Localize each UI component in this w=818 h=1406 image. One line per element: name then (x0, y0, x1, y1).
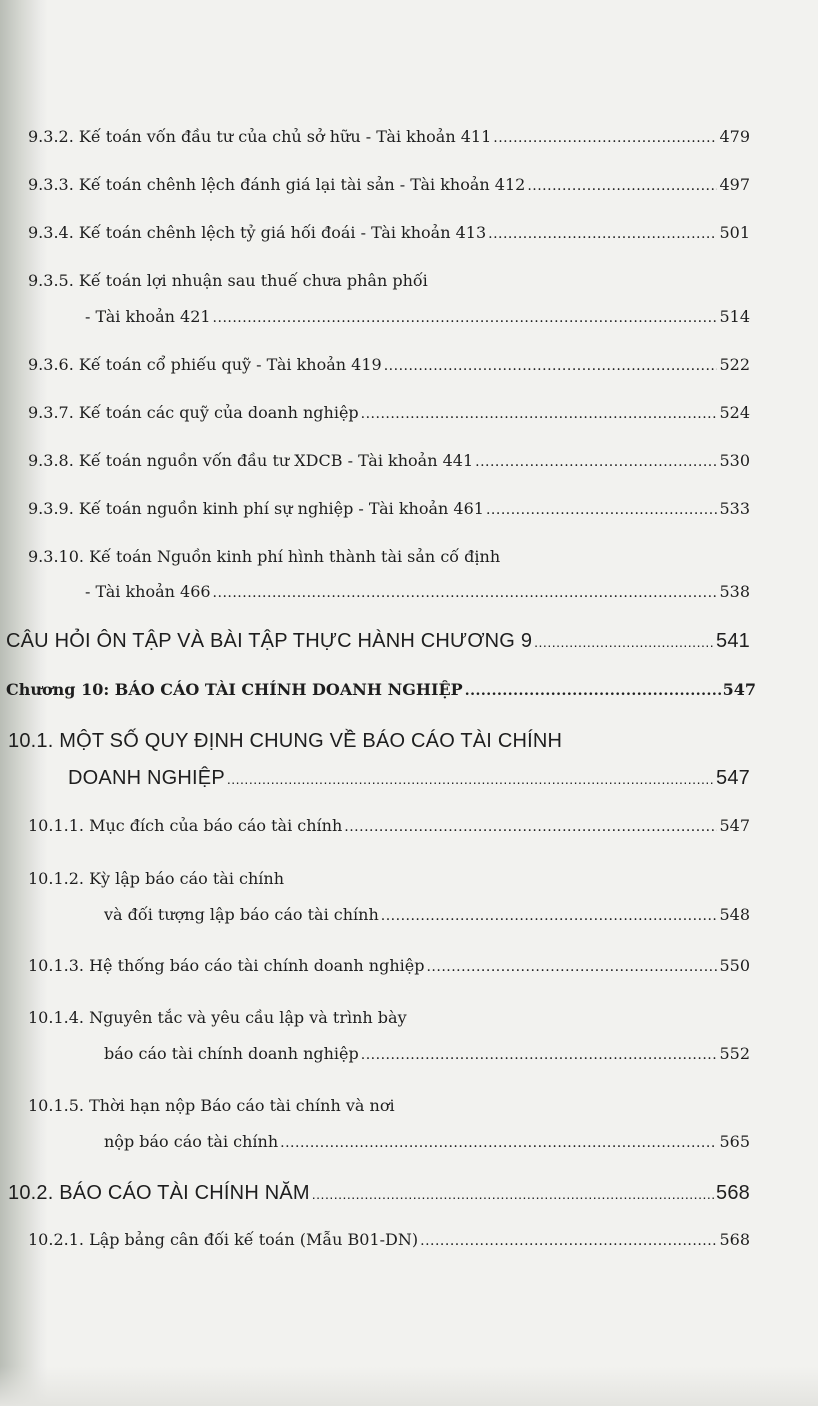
toc-entry-title-cont: nộp báo cáo tài chính (104, 1132, 279, 1151)
toc-page-number: 550 (719, 956, 750, 975)
toc-page-number: 479 (719, 127, 750, 146)
toc-entry-10-1-cont (68, 767, 750, 795)
dot-leader (280, 1135, 717, 1151)
toc-page-number: 547 (722, 680, 756, 699)
toc-entry-title: 9.3.5. Kế toán lợi nhuận sau thuế chưa phân phối (28, 271, 428, 290)
toc-entry-9-3-4 (28, 223, 750, 251)
toc-entry-10-2-1 (28, 1230, 750, 1258)
toc-entry-9-3-5-cont (85, 307, 750, 335)
toc-page-number: 538 (719, 582, 750, 601)
dot-leader (475, 454, 717, 470)
toc-entry-9-3-9 (28, 499, 750, 527)
toc-entry-10-1-2-cont (104, 905, 750, 933)
toc-entry-title: 9.3.10. Kế toán Nguồn kinh phí hình thành tài sản cố định (28, 547, 501, 566)
toc-page-number: 565 (719, 1132, 750, 1151)
toc-entry-title: CÂU HỎI ÔN TẬP VÀ BÀI TẬP THỰC HÀNH CHƯƠNG 9 (6, 630, 533, 652)
toc-entry-10-1-3 (28, 956, 750, 984)
toc-page-number: 522 (719, 355, 750, 374)
toc-chapter-10-heading (6, 680, 756, 708)
toc-page-number: 533 (719, 499, 750, 518)
dot-leader (361, 1047, 718, 1063)
toc-entry-10-1-4-cont (104, 1044, 750, 1072)
toc-entry-title-cont: và đối tượng lập báo cáo tài chính (104, 905, 379, 924)
toc-entry-9-3-8 (28, 451, 750, 479)
dot-leader (361, 406, 718, 422)
toc-entry-title: 10.1.1. Mục đích của báo cáo tài chính (28, 816, 343, 835)
dot-leader (312, 1186, 714, 1202)
toc-entry-9-3-3 (28, 175, 750, 203)
toc-entry-9-3-5 (28, 271, 750, 299)
toc-entry-title: 9.3.9. Kế toán nguồn kinh phí sự nghiệp - Tài khoản 461 (28, 499, 484, 518)
toc-page-number: 548 (719, 905, 750, 924)
toc-entry-title: 9.3.4. Kế toán chênh lệch tỷ giá hối đoái - Tài khoản 413 (28, 223, 487, 242)
toc-page-number: 497 (719, 175, 750, 194)
toc-entry-10-1-5-cont (104, 1132, 750, 1160)
toc-entry-title: 10.2. BÁO CÁO TÀI CHÍNH NĂM (8, 1182, 310, 1204)
toc-entry-9-3-10 (28, 547, 750, 575)
dot-leader (384, 358, 718, 374)
dot-leader (486, 502, 717, 518)
toc-entry-title: 9.3.8. Kế toán nguồn vốn đầu tư XDCB - Tài khoản 441 (28, 451, 474, 470)
toc-page-number: 530 (719, 451, 750, 470)
toc-entry-title-cont: - Tài khoản 466 (85, 582, 211, 601)
dot-leader (527, 178, 717, 194)
toc-entry-title: 9.3.7. Kế toán các quỹ của doanh nghiệp (28, 403, 359, 422)
dot-leader (426, 959, 717, 975)
toc-entry-title: 9.3.2. Kế toán vốn đầu tư của chủ sở hữu - Tài khoản 411 (28, 127, 492, 146)
toc-entry-title: 10.1.5. Thời hạn nộp Báo cáo tài chính và nơi (28, 1096, 395, 1115)
toc-page-number: 514 (719, 307, 750, 326)
toc-chapter-title: Chương 10: BÁO CÁO TÀI CHÍNH DOANH NGHIỆP (6, 680, 463, 699)
dot-leader (420, 1233, 717, 1249)
dot-leader (213, 585, 718, 601)
toc-entry-title: 10.2.1. Lập bảng cân đối kế toán (Mẫu B01-DN) (28, 1230, 419, 1249)
toc-entry-title: 9.3.3. Kế toán chênh lệch đánh giá lại tài sản - Tài khoản 412 (28, 175, 526, 194)
dot-leader (465, 683, 721, 699)
toc-entry-10-1-2 (28, 869, 750, 897)
dot-leader (534, 634, 714, 650)
toc-page-number: 501 (719, 223, 750, 242)
dot-leader (488, 226, 717, 242)
dot-leader (344, 819, 717, 835)
toc-page-number: 568 (716, 1182, 750, 1204)
toc-page-number: 541 (716, 630, 750, 652)
toc-entry-9-3-6 (28, 355, 750, 383)
toc-entry-title-cont: DOANH NGHIỆP (68, 767, 225, 789)
toc-page-number: 568 (719, 1230, 750, 1249)
toc-entry-title: 10.1. MỘT SỐ QUY ĐỊNH CHUNG VỀ BÁO CÁO TÀI CHÍNH (8, 730, 563, 752)
toc-entry-title-cont: - Tài khoản 421 (85, 307, 211, 326)
toc-entry-title-cont: báo cáo tài chính doanh nghiệp (104, 1044, 359, 1063)
toc-entry-9-3-7 (28, 403, 750, 431)
toc-entry-title: 10.1.3. Hệ thống báo cáo tài chính doanh nghiệp (28, 956, 425, 975)
dot-leader (227, 771, 714, 787)
toc-entry-10-1-4 (28, 1008, 750, 1036)
toc-page-number: 552 (719, 1044, 750, 1063)
toc-entry-review-chapter-9 (6, 630, 750, 658)
toc-entry-title: 10.1.4. Nguyên tắc và yêu cầu lập và trình bày (28, 1008, 407, 1027)
dot-leader (213, 310, 718, 326)
toc-page-number: 547 (716, 767, 750, 789)
toc-page-number: 524 (719, 403, 750, 422)
toc-entry-9-3-10-cont (85, 582, 750, 610)
dot-leader (493, 130, 717, 146)
toc-entry-10-1-1 (28, 816, 750, 844)
toc-entry-10-1-5 (28, 1096, 750, 1124)
toc-entry-10-1 (8, 730, 750, 758)
toc-entry-9-3-2 (28, 127, 750, 155)
dot-leader (381, 908, 718, 924)
toc-entry-title: 10.1.2. Kỳ lập báo cáo tài chính (28, 869, 285, 888)
toc-entry-10-2 (8, 1182, 750, 1210)
toc-page-number: 547 (719, 816, 750, 835)
toc-entry-title: 9.3.6. Kế toán cổ phiếu quỹ - Tài khoản 419 (28, 355, 382, 374)
